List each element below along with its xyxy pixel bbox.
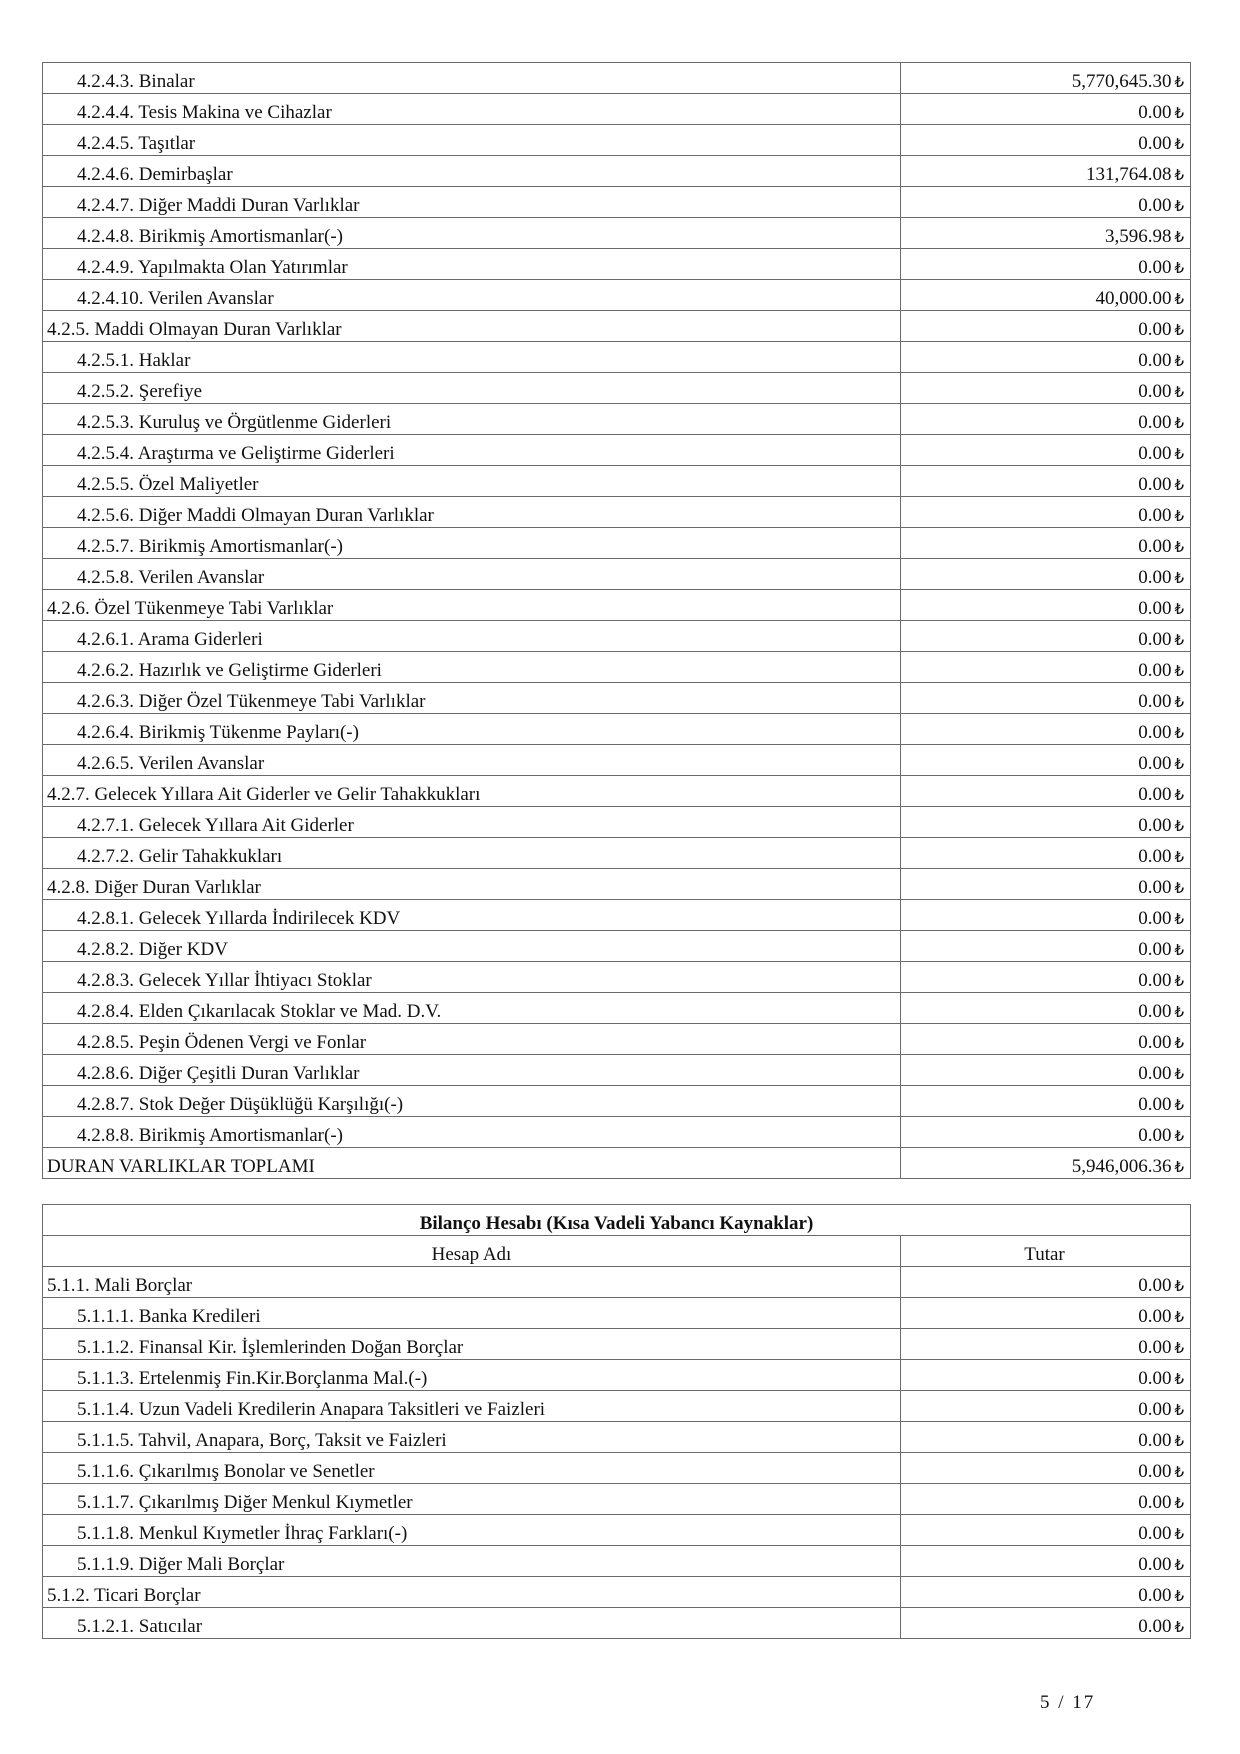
lira-sign-icon: ₺ bbox=[1174, 1556, 1184, 1574]
lira-sign-icon: ₺ bbox=[1174, 786, 1184, 804]
lira-sign-icon: ₺ bbox=[1174, 817, 1184, 835]
amount-value: 0.00 bbox=[1138, 1461, 1172, 1482]
table-row bbox=[43, 1117, 1191, 1148]
lira-sign-icon: ₺ bbox=[1174, 941, 1184, 959]
account-name: 4.2.6. Özel Tükenmeye Tabi Varlıklar bbox=[43, 590, 901, 621]
table-row bbox=[43, 1608, 1191, 1639]
lira-sign-icon: ₺ bbox=[1174, 1339, 1184, 1357]
account-name: 5.1.1.3. Ertelenmiş Fin.Kir.Borçlanma Mal.(-) bbox=[43, 1360, 901, 1391]
amount-value: 0.00 bbox=[1138, 1063, 1172, 1084]
account-amount-cell bbox=[901, 1422, 1191, 1453]
account-amount-cell bbox=[901, 218, 1191, 249]
amount-value: 0.00 bbox=[1138, 1125, 1172, 1146]
account-amount-cell bbox=[901, 1298, 1191, 1329]
account-name: 4.2.8.5. Peşin Ödenen Vergi ve Fonlar bbox=[43, 1024, 901, 1055]
lira-sign-icon: ₺ bbox=[1174, 383, 1184, 401]
page-number: 5 / 17 bbox=[1040, 1692, 1096, 1713]
account-name: 4.2.5. Maddi Olmayan Duran Varlıklar bbox=[43, 311, 901, 342]
amount-value: 40,000.00 bbox=[1095, 288, 1172, 309]
account-name: 4.2.6.3. Diğer Özel Tükenmeye Tabi Varlıklar bbox=[43, 683, 901, 714]
account-name: 4.2.4.10. Verilen Avanslar bbox=[43, 280, 901, 311]
amount-value: 0.00 bbox=[1138, 691, 1172, 712]
amount-value: 131,764.08 bbox=[1085, 164, 1172, 185]
lira-sign-icon: ₺ bbox=[1174, 1003, 1184, 1021]
account-amount-cell bbox=[901, 311, 1191, 342]
table-row bbox=[43, 1577, 1191, 1608]
lira-sign-icon: ₺ bbox=[1174, 1096, 1184, 1114]
account-name: 4.2.4.7. Diğer Maddi Duran Varlıklar bbox=[43, 187, 901, 218]
account-name: 5.1.1.1. Banka Kredileri bbox=[43, 1298, 901, 1329]
account-name: 4.2.5.4. Araştırma ve Geliştirme Giderleri bbox=[43, 435, 901, 466]
amount-value: 0.00 bbox=[1138, 598, 1172, 619]
asset-balance-table-body bbox=[43, 63, 1191, 1179]
table-row bbox=[43, 280, 1191, 311]
lira-sign-icon: ₺ bbox=[1174, 662, 1184, 680]
amount-value: 0.00 bbox=[1138, 970, 1172, 991]
table-row bbox=[43, 652, 1191, 683]
lira-sign-icon: ₺ bbox=[1174, 724, 1184, 742]
table-row bbox=[43, 1024, 1191, 1055]
lira-sign-icon: ₺ bbox=[1174, 848, 1184, 866]
amount-value: 0.00 bbox=[1138, 350, 1172, 371]
lira-sign-icon: ₺ bbox=[1174, 414, 1184, 432]
amount-value: 0.00 bbox=[1138, 939, 1172, 960]
account-name: 4.2.8.1. Gelecek Yıllarda İndirilecek KDV bbox=[43, 900, 901, 931]
amount-value: 0.00 bbox=[1138, 319, 1172, 340]
account-name: 4.2.5.2. Şerefiye bbox=[43, 373, 901, 404]
section-title: Bilanço Hesabı (Kısa Vadeli Yabancı Kaynaklar) bbox=[43, 1205, 1191, 1236]
amount-value: 0.00 bbox=[1138, 815, 1172, 836]
account-amount-cell bbox=[901, 807, 1191, 838]
account-amount-cell bbox=[901, 714, 1191, 745]
account-name: 4.2.5.1. Haklar bbox=[43, 342, 901, 373]
amount-value: 0.00 bbox=[1138, 195, 1172, 216]
account-amount-cell bbox=[901, 1608, 1191, 1639]
table-row bbox=[43, 156, 1191, 187]
account-name: 5.1.2.1. Satıcılar bbox=[43, 1608, 901, 1639]
account-amount-cell bbox=[901, 621, 1191, 652]
table-row bbox=[43, 466, 1191, 497]
table-row bbox=[43, 1267, 1191, 1298]
lira-sign-icon: ₺ bbox=[1174, 1401, 1184, 1419]
lira-sign-icon: ₺ bbox=[1174, 1463, 1184, 1481]
short-term-liabilities-table bbox=[42, 1204, 1191, 1639]
account-amount-cell bbox=[901, 900, 1191, 931]
amount-value: 0.00 bbox=[1138, 1399, 1172, 1420]
account-amount-cell bbox=[901, 249, 1191, 280]
table-row bbox=[43, 373, 1191, 404]
amount-value: 0.00 bbox=[1138, 133, 1172, 154]
table-row bbox=[43, 435, 1191, 466]
lira-sign-icon: ₺ bbox=[1174, 166, 1184, 184]
table-row bbox=[43, 1546, 1191, 1577]
table-row bbox=[43, 249, 1191, 280]
account-amount-cell bbox=[901, 497, 1191, 528]
account-amount-cell bbox=[901, 466, 1191, 497]
table-row bbox=[43, 1298, 1191, 1329]
table-row bbox=[43, 63, 1191, 94]
amount-value: 0.00 bbox=[1138, 1094, 1172, 1115]
amount-value: 0.00 bbox=[1138, 1368, 1172, 1389]
table-row bbox=[43, 187, 1191, 218]
account-amount-cell bbox=[901, 559, 1191, 590]
account-amount-cell bbox=[901, 838, 1191, 869]
account-name: 4.2.5.5. Özel Maliyetler bbox=[43, 466, 901, 497]
account-amount-cell bbox=[901, 1546, 1191, 1577]
account-amount-cell bbox=[901, 1086, 1191, 1117]
amount-value: 0.00 bbox=[1138, 102, 1172, 123]
account-amount-cell bbox=[901, 435, 1191, 466]
account-name: 4.2.4.4. Tesis Makina ve Cihazlar bbox=[43, 94, 901, 125]
lira-sign-icon: ₺ bbox=[1174, 569, 1184, 587]
table-row bbox=[43, 1086, 1191, 1117]
account-amount-cell bbox=[901, 931, 1191, 962]
account-name: 4.2.8.6. Diğer Çeşitli Duran Varlıklar bbox=[43, 1055, 901, 1086]
table-row bbox=[43, 218, 1191, 249]
column-header-row bbox=[43, 1236, 1191, 1267]
account-amount-cell bbox=[901, 962, 1191, 993]
table-row bbox=[43, 931, 1191, 962]
account-amount-cell bbox=[901, 1024, 1191, 1055]
table-row bbox=[43, 1484, 1191, 1515]
lira-sign-icon: ₺ bbox=[1174, 972, 1184, 990]
account-amount-cell bbox=[901, 745, 1191, 776]
table-row bbox=[43, 745, 1191, 776]
lira-sign-icon: ₺ bbox=[1174, 1065, 1184, 1083]
account-amount-cell bbox=[901, 1515, 1191, 1546]
amount-value: 5,946,006.36 bbox=[1071, 1156, 1172, 1177]
account-name: 5.1.1.8. Menkul Kıymetler İhraç Farkları(-) bbox=[43, 1515, 901, 1546]
lira-sign-icon: ₺ bbox=[1174, 259, 1184, 277]
account-name: 4.2.6.1. Arama Giderleri bbox=[43, 621, 901, 652]
amount-value: 0.00 bbox=[1138, 1306, 1172, 1327]
lira-sign-icon: ₺ bbox=[1174, 1525, 1184, 1543]
account-name: 4.2.8.8. Birikmiş Amortismanlar(-) bbox=[43, 1117, 901, 1148]
account-name: 4.2.7.1. Gelecek Yıllara Ait Giderler bbox=[43, 807, 901, 838]
account-amount-cell bbox=[901, 1267, 1191, 1298]
lira-sign-icon: ₺ bbox=[1174, 1158, 1184, 1176]
lira-sign-icon: ₺ bbox=[1174, 290, 1184, 308]
account-amount-cell bbox=[901, 1117, 1191, 1148]
lira-sign-icon: ₺ bbox=[1174, 197, 1184, 215]
lira-sign-icon: ₺ bbox=[1174, 352, 1184, 370]
lira-sign-icon: ₺ bbox=[1174, 228, 1184, 246]
table-row bbox=[43, 528, 1191, 559]
table-row bbox=[43, 1360, 1191, 1391]
table-row bbox=[43, 590, 1191, 621]
lira-sign-icon: ₺ bbox=[1174, 910, 1184, 928]
lira-sign-icon: ₺ bbox=[1174, 879, 1184, 897]
account-name: 4.2.4.8. Birikmiş Amortismanlar(-) bbox=[43, 218, 901, 249]
lira-sign-icon: ₺ bbox=[1174, 1034, 1184, 1052]
lira-sign-icon: ₺ bbox=[1174, 538, 1184, 556]
account-name: 4.2.8.2. Diğer KDV bbox=[43, 931, 901, 962]
account-amount-cell bbox=[901, 125, 1191, 156]
column-header-account-name: Hesap Adı bbox=[43, 1236, 901, 1267]
account-amount-cell bbox=[901, 1329, 1191, 1360]
column-header-amount: Tutar bbox=[901, 1236, 1191, 1267]
table-row bbox=[43, 1453, 1191, 1484]
account-amount-cell bbox=[901, 683, 1191, 714]
account-amount-cell bbox=[901, 1055, 1191, 1086]
table-row bbox=[43, 807, 1191, 838]
lira-sign-icon: ₺ bbox=[1174, 1587, 1184, 1605]
asset-balance-table bbox=[42, 62, 1191, 1179]
lira-sign-icon: ₺ bbox=[1174, 1432, 1184, 1450]
amount-value: 0.00 bbox=[1138, 877, 1172, 898]
lira-sign-icon: ₺ bbox=[1174, 104, 1184, 122]
table-row bbox=[43, 1391, 1191, 1422]
amount-value: 3,596.98 bbox=[1104, 226, 1172, 247]
account-amount-cell bbox=[901, 63, 1191, 94]
table-row bbox=[43, 1329, 1191, 1360]
table-row bbox=[43, 683, 1191, 714]
table-row bbox=[43, 621, 1191, 652]
account-amount-cell bbox=[901, 1453, 1191, 1484]
table-row bbox=[43, 497, 1191, 528]
amount-value: 0.00 bbox=[1138, 536, 1172, 557]
account-name: 4.2.5.6. Diğer Maddi Olmayan Duran Varlıklar bbox=[43, 497, 901, 528]
account-amount-cell bbox=[901, 993, 1191, 1024]
amount-value: 0.00 bbox=[1138, 660, 1172, 681]
amount-value: 0.00 bbox=[1138, 1032, 1172, 1053]
account-amount-cell bbox=[901, 590, 1191, 621]
amount-value: 0.00 bbox=[1138, 1616, 1172, 1637]
lira-sign-icon: ₺ bbox=[1174, 73, 1184, 91]
account-amount-cell bbox=[901, 280, 1191, 311]
table-row bbox=[43, 962, 1191, 993]
account-amount-cell bbox=[901, 776, 1191, 807]
table-row bbox=[43, 714, 1191, 745]
account-amount-cell bbox=[901, 1391, 1191, 1422]
amount-value: 0.00 bbox=[1138, 1275, 1172, 1296]
table-row bbox=[43, 1515, 1191, 1546]
account-amount-cell bbox=[901, 1360, 1191, 1391]
account-name: 4.2.6.5. Verilen Avanslar bbox=[43, 745, 901, 776]
account-name: 4.2.6.2. Hazırlık ve Geliştirme Giderleri bbox=[43, 652, 901, 683]
account-amount-cell bbox=[901, 869, 1191, 900]
amount-value: 0.00 bbox=[1138, 1523, 1172, 1544]
short-term-liabilities-table-body bbox=[43, 1267, 1191, 1639]
amount-value: 0.00 bbox=[1138, 846, 1172, 867]
lira-sign-icon: ₺ bbox=[1174, 1127, 1184, 1145]
table-row bbox=[43, 125, 1191, 156]
account-name: 4.2.8.7. Stok Değer Düşüklüğü Karşılığı(-) bbox=[43, 1086, 901, 1117]
lira-sign-icon: ₺ bbox=[1174, 507, 1184, 525]
table-row bbox=[43, 311, 1191, 342]
account-name: DURAN VARLIKLAR TOPLAMI bbox=[43, 1148, 901, 1179]
account-amount-cell bbox=[901, 342, 1191, 373]
amount-value: 0.00 bbox=[1138, 412, 1172, 433]
table-row bbox=[43, 776, 1191, 807]
account-name: 5.1.1.2. Finansal Kir. İşlemlerinden Doğan Borçlar bbox=[43, 1329, 901, 1360]
account-name: 5.1.1.7. Çıkarılmış Diğer Menkul Kıymetler bbox=[43, 1484, 901, 1515]
lira-sign-icon: ₺ bbox=[1174, 1277, 1184, 1295]
amount-value: 0.00 bbox=[1138, 1001, 1172, 1022]
lira-sign-icon: ₺ bbox=[1174, 321, 1184, 339]
table-row bbox=[43, 94, 1191, 125]
amount-value: 0.00 bbox=[1138, 722, 1172, 743]
account-name: 5.1.1.4. Uzun Vadeli Kredilerin Anapara Taksitleri ve Faizleri bbox=[43, 1391, 901, 1422]
account-name: 4.2.7. Gelecek Yıllara Ait Giderler ve Gelir Tahakkukları bbox=[43, 776, 901, 807]
account-amount-cell bbox=[901, 1484, 1191, 1515]
account-amount-cell bbox=[901, 1577, 1191, 1608]
lira-sign-icon: ₺ bbox=[1174, 693, 1184, 711]
account-name: 4.2.8.4. Elden Çıkarılacak Stoklar ve Mad. D.V. bbox=[43, 993, 901, 1024]
amount-value: 5,770,645.30 bbox=[1071, 71, 1172, 92]
lira-sign-icon: ₺ bbox=[1174, 755, 1184, 773]
account-amount-cell bbox=[901, 652, 1191, 683]
amount-value: 0.00 bbox=[1138, 784, 1172, 805]
amount-value: 0.00 bbox=[1138, 1554, 1172, 1575]
amount-value: 0.00 bbox=[1138, 908, 1172, 929]
table-row bbox=[43, 1422, 1191, 1453]
account-name: 4.2.4.9. Yapılmakta Olan Yatırımlar bbox=[43, 249, 901, 280]
account-name: 4.2.5.3. Kuruluş ve Örgütlenme Giderleri bbox=[43, 404, 901, 435]
account-amount-cell bbox=[901, 187, 1191, 218]
account-amount-cell bbox=[901, 528, 1191, 559]
lira-sign-icon: ₺ bbox=[1174, 1370, 1184, 1388]
lira-sign-icon: ₺ bbox=[1174, 1308, 1184, 1326]
account-name: 4.2.6.4. Birikmiş Tükenme Payları(-) bbox=[43, 714, 901, 745]
table-row bbox=[43, 869, 1191, 900]
account-amount-cell bbox=[901, 404, 1191, 435]
lira-sign-icon: ₺ bbox=[1174, 1494, 1184, 1512]
amount-value: 0.00 bbox=[1138, 629, 1172, 650]
account-name: 5.1.1.6. Çıkarılmış Bonolar ve Senetler bbox=[43, 1453, 901, 1484]
account-name: 4.2.7.2. Gelir Tahakkukları bbox=[43, 838, 901, 869]
lira-sign-icon: ₺ bbox=[1174, 445, 1184, 463]
amount-value: 0.00 bbox=[1138, 753, 1172, 774]
amount-value: 0.00 bbox=[1138, 1492, 1172, 1513]
amount-value: 0.00 bbox=[1138, 1430, 1172, 1451]
amount-value: 0.00 bbox=[1138, 1337, 1172, 1358]
table-row bbox=[43, 900, 1191, 931]
account-amount-cell bbox=[901, 373, 1191, 404]
table-row bbox=[43, 559, 1191, 590]
amount-value: 0.00 bbox=[1138, 505, 1172, 526]
account-name: 4.2.4.5. Taşıtlar bbox=[43, 125, 901, 156]
account-name: 4.2.5.7. Birikmiş Amortismanlar(-) bbox=[43, 528, 901, 559]
amount-value: 0.00 bbox=[1138, 381, 1172, 402]
table-row bbox=[43, 993, 1191, 1024]
account-name: 5.1.1.5. Tahvil, Anapara, Borç, Taksit ve Faizleri bbox=[43, 1422, 901, 1453]
account-amount-cell bbox=[901, 94, 1191, 125]
account-name: 4.2.4.3. Binalar bbox=[43, 63, 901, 94]
lira-sign-icon: ₺ bbox=[1174, 135, 1184, 153]
amount-value: 0.00 bbox=[1138, 257, 1172, 278]
lira-sign-icon: ₺ bbox=[1174, 476, 1184, 494]
lira-sign-icon: ₺ bbox=[1174, 600, 1184, 618]
account-name: 5.1.1.9. Diğer Mali Borçlar bbox=[43, 1546, 901, 1577]
table-row bbox=[43, 1148, 1191, 1179]
account-amount-cell bbox=[901, 1148, 1191, 1179]
amount-value: 0.00 bbox=[1138, 474, 1172, 495]
table-row bbox=[43, 1055, 1191, 1086]
account-name: 4.2.5.8. Verilen Avanslar bbox=[43, 559, 901, 590]
account-name: 5.1.1. Mali Borçlar bbox=[43, 1267, 901, 1298]
table-row bbox=[43, 838, 1191, 869]
account-amount-cell bbox=[901, 156, 1191, 187]
table-row bbox=[43, 404, 1191, 435]
account-name: 5.1.2. Ticari Borçlar bbox=[43, 1577, 901, 1608]
table-row bbox=[43, 342, 1191, 373]
account-name: 4.2.8. Diğer Duran Varlıklar bbox=[43, 869, 901, 900]
amount-value: 0.00 bbox=[1138, 443, 1172, 464]
amount-value: 0.00 bbox=[1138, 1585, 1172, 1606]
account-name: 4.2.8.3. Gelecek Yıllar İhtiyacı Stoklar bbox=[43, 962, 901, 993]
amount-value: 0.00 bbox=[1138, 567, 1172, 588]
account-name: 4.2.4.6. Demirbaşlar bbox=[43, 156, 901, 187]
lira-sign-icon: ₺ bbox=[1174, 1618, 1184, 1636]
lira-sign-icon: ₺ bbox=[1174, 631, 1184, 649]
section-title-row bbox=[43, 1205, 1191, 1236]
